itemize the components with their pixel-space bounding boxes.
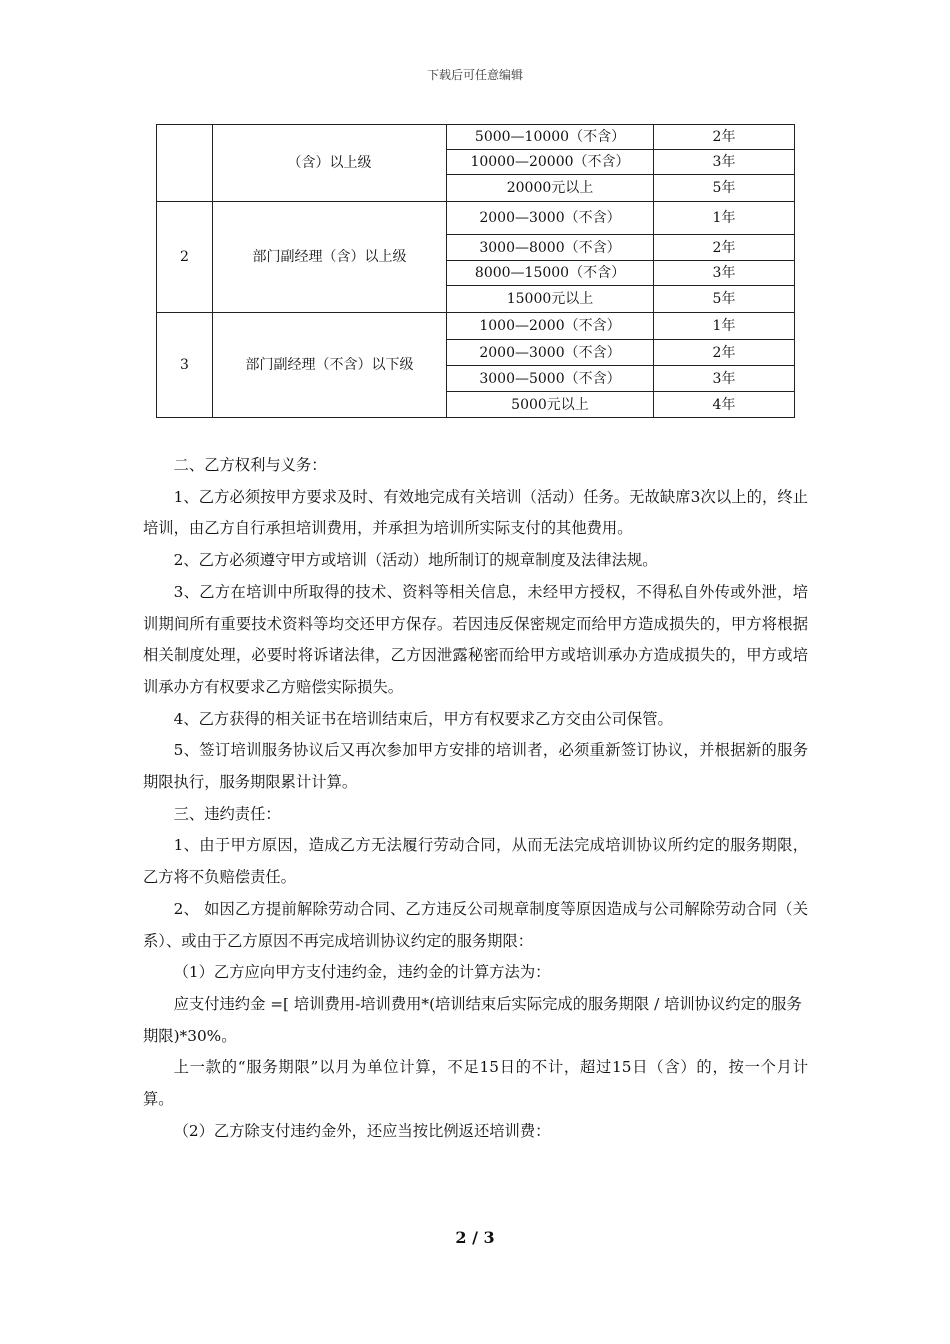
- paragraph: 1、乙方必须按甲方要求及时、有效地完成有关培训（活动）任务。无故缺席3次以上的，终止培训，由乙方自行承担培训费用，并承担为培训所实际支付的其他费用。: [143, 487, 808, 538]
- table-cell-years: 3年: [654, 261, 795, 286]
- table-cell-range: 3000—5000（不含）: [447, 366, 654, 392]
- table-cell-range: 3000—8000（不含）: [447, 235, 654, 261]
- table-cell-range: 1000—2000（不含）: [447, 313, 654, 340]
- table-cell-range: 10000—20000（不含）: [447, 150, 654, 175]
- table-cell-years: 1年: [654, 202, 795, 235]
- table-cell-level: 部门副经理（含）以上级: [213, 202, 447, 313]
- paragraph: 3、乙方在培训中所取得的技术、资料等相关信息，未经甲方授权，不得私自外传或外泄，培训期间所有重要技术资料等均交还甲方保存。若因违反保密规定而给甲方造成损失的，甲方将根据相关制度处理，必要时将诉诸法律，乙方因泄露秘密而给甲方或培训承办方造成损失的，甲方或培训承办方有权要求乙方赔偿实际损失。: [143, 582, 808, 696]
- paragraph: 4、乙方获得的相关证书在培训结束后，甲方有权要求乙方交由公司保管。: [173, 709, 673, 728]
- table-cell-years: 3年: [654, 366, 795, 392]
- document-body: [143, 450, 808, 1147]
- table-cell-level: 部门副经理（不含）以下级: [213, 313, 447, 418]
- table-cell-range: 5000—10000（不含）: [447, 125, 654, 150]
- table-cell-no: 2: [157, 202, 213, 313]
- table-cell-range: 5000元以上: [447, 392, 654, 418]
- section-heading-rights: 二、乙方权利与义务：: [173, 456, 327, 474]
- paragraph: 上一款的“服务期限”以月为单位计算，不足15日的不计，超过15日（含）的，按一个月计算。: [143, 1058, 808, 1109]
- formula-paragraph: 应支付违约金 =[ 培训费用-培训费用*(培训结束后实际完成的服务期限 / 培训协议约定的服务期限)*30%。: [143, 994, 802, 1045]
- table-cell-range: 2000—3000（不含）: [447, 202, 654, 235]
- table-cell-years: 2年: [654, 340, 795, 366]
- table-cell-range: 20000元以上: [447, 175, 654, 202]
- table-cell-years: 2年: [654, 125, 795, 150]
- table-cell-years: 2年: [654, 235, 795, 261]
- paragraph: 2、乙方必须遵守甲方或培训（活动）地所制订的规章制度及法律法规。: [173, 551, 658, 570]
- paragraph: 1、由于甲方原因，造成乙方无法履行劳动合同，从而无法完成培训协议所约定的服务期限，乙方将不负赔偿责任。: [143, 836, 808, 887]
- page-header: 下载后可任意编辑: [426, 68, 523, 82]
- service-period-table: [156, 124, 795, 418]
- page-number: 2 / 3: [455, 1228, 495, 1247]
- paragraph: 2、 如因乙方提前解除劳动合同、乙方违反公司规章制度等原因造成与公司解除劳动合同（关系）、或由于乙方原因不再完成培训协议约定的服务期限：: [143, 899, 808, 950]
- table-cell-range: 15000元以上: [447, 286, 654, 313]
- section-heading-liability: 三、违约责任：: [173, 804, 281, 823]
- table-cell-level: （含）以上级: [213, 125, 447, 202]
- paragraph: （1）乙方应向甲方支付违约金，违约金的计算方法为：: [173, 963, 551, 982]
- paragraph: （2）乙方除支付违约金外，还应当按比例返还培训费：: [173, 1121, 551, 1140]
- table-cell-no: 3: [157, 313, 213, 418]
- paragraph: 5、签订培训服务协议后又再次参加甲方安排的培训者，必须重新签订协议，并根据新的服务期限执行，服务期限累计计算。: [143, 741, 808, 792]
- table-cell-years: 1年: [654, 313, 795, 340]
- table-cell-years: 5年: [654, 286, 795, 313]
- table-cell-no: [157, 125, 213, 202]
- table-cell-range: 2000—3000（不含）: [447, 340, 654, 366]
- table-cell-years: 4年: [654, 392, 795, 418]
- table-cell-range: 8000—15000（不含）: [447, 261, 654, 286]
- table-cell-years: 5年: [654, 175, 795, 202]
- table-cell-years: 3年: [654, 150, 795, 175]
